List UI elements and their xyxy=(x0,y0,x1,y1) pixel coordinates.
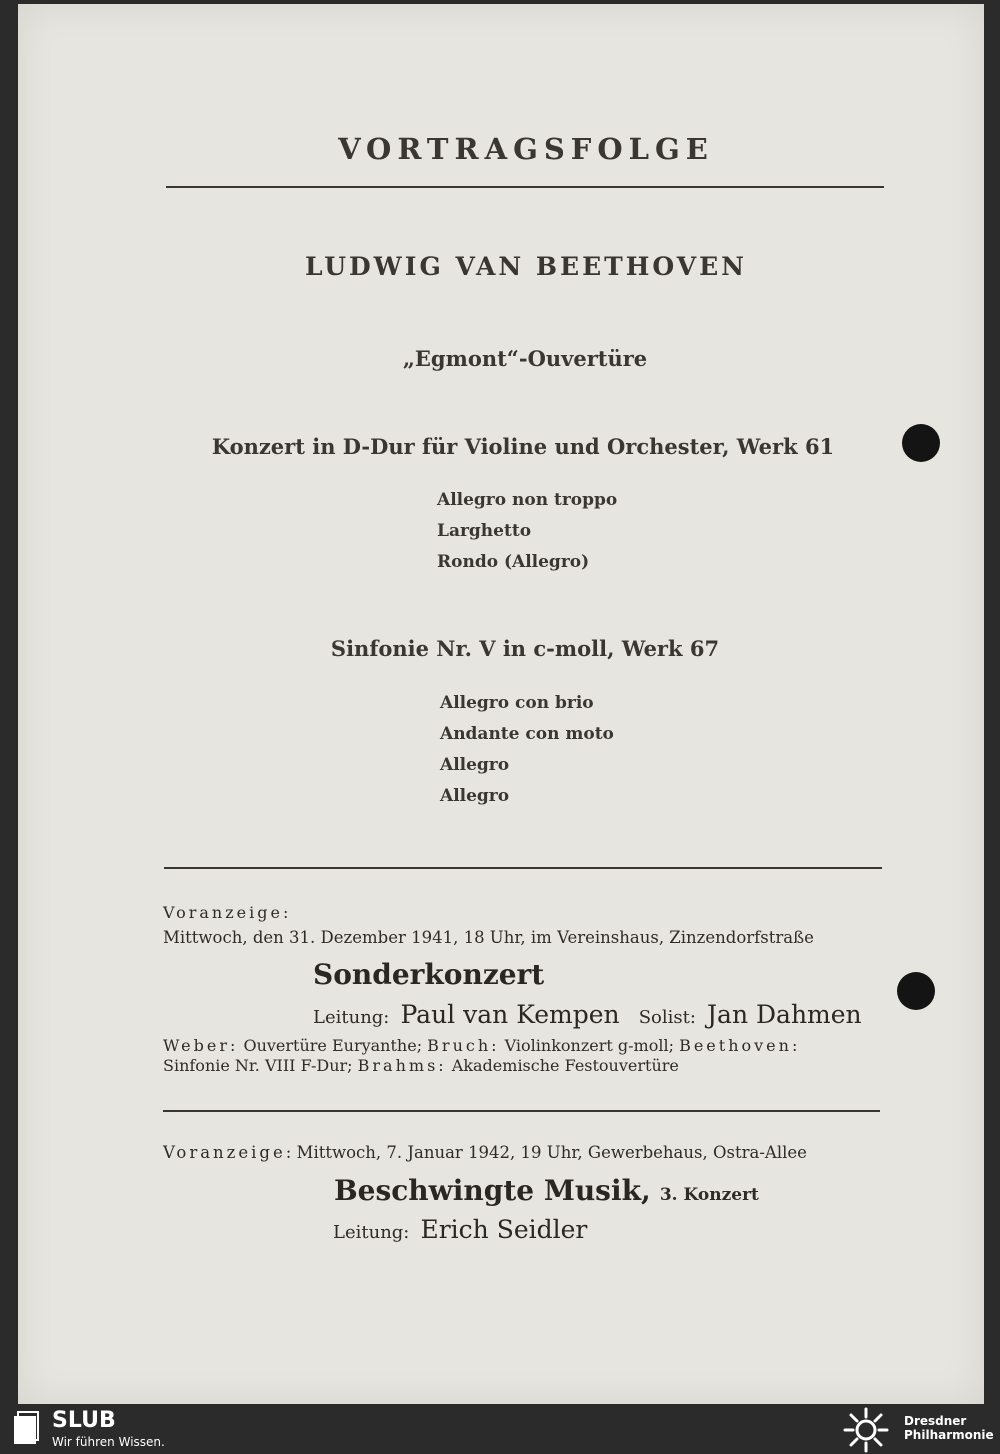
slub-brand: SLUB xyxy=(52,1408,116,1433)
announcement-program-line xyxy=(163,1036,800,1055)
title-rule xyxy=(166,186,884,188)
announcement-event: Beschwingte Musik, xyxy=(334,1174,651,1207)
movement: Allegro xyxy=(440,755,510,775)
program-composer: Beethoven: xyxy=(679,1036,801,1055)
conductor-name: Erich Seidler xyxy=(420,1215,588,1244)
announcement-program-line xyxy=(163,1056,679,1075)
program-title: VORTRAGSFOLGE xyxy=(338,132,714,166)
slub-tagline: Wir führen Wissen. xyxy=(52,1435,165,1449)
announcement-performers xyxy=(313,1000,862,1029)
conductor-label: Leitung: xyxy=(313,1007,390,1028)
program-work: Ouvertüre Euryanthe; xyxy=(243,1036,423,1055)
announcement-label: Voranzeige: xyxy=(163,903,292,922)
soloist-name: Jan Dahmen xyxy=(707,1000,862,1029)
work-title: „Egmont“-Ouvertüre xyxy=(402,346,648,371)
footer-bar xyxy=(0,1404,1000,1454)
movement: Allegro con brio xyxy=(440,693,594,713)
movement: Larghetto xyxy=(437,521,532,541)
announcement-line xyxy=(163,1143,807,1162)
section-rule xyxy=(163,1110,880,1112)
announcement-event-line xyxy=(334,1174,759,1207)
slub-logo-icon xyxy=(12,1410,40,1446)
philharmonie-logo-icon xyxy=(840,1406,892,1454)
work-title: Sinfonie Nr. V in c-moll, Werk 67 xyxy=(330,636,720,661)
program-work: Akademische Festouvertüre xyxy=(451,1056,679,1075)
work-title: Konzert in D-Dur für Violine und Orchester, Werk 61 xyxy=(211,434,835,459)
movement: Rondo (Allegro) xyxy=(437,552,590,572)
punch-hole xyxy=(902,424,940,462)
movement: Allegro non troppo xyxy=(437,490,618,510)
movement: Allegro xyxy=(440,786,510,806)
program-composer: Brahms: xyxy=(357,1056,447,1075)
program-composer: Weber: xyxy=(163,1036,239,1055)
conductor-name: Paul van Kempen xyxy=(400,1000,620,1029)
movement: Andante con moto xyxy=(440,724,614,744)
program-work: Sinfonie Nr. VIII F-Dur; xyxy=(163,1056,353,1075)
composer-name: LUDWIG VAN BEETHOVEN xyxy=(304,252,748,281)
philharmonie-brand xyxy=(904,1414,994,1442)
philharmonie-brand-line: Dresdner xyxy=(904,1414,967,1428)
philharmonie-brand-line: Philharmonie xyxy=(904,1428,994,1442)
conductor-label: Leitung: xyxy=(333,1222,410,1243)
announcement-event: Sonderkonzert xyxy=(313,958,545,991)
announcement-conductor-line xyxy=(333,1215,587,1244)
soloist-label: Solist: xyxy=(638,1007,696,1028)
program-work: Violinkonzert g-moll; xyxy=(504,1036,674,1055)
program-composer: Bruch: xyxy=(427,1036,500,1055)
announcement-date-venue: Mittwoch, den 31. Dezember 1941, 18 Uhr, im Vereinshaus, Zinzendorfstraße xyxy=(163,928,814,947)
punch-hole xyxy=(897,972,935,1010)
announcement-label: Voranzeige xyxy=(163,1143,286,1162)
announcement-date-venue: : Mittwoch, 7. Januar 1942, 19 Uhr, Gewerbehaus, Ostra-Allee xyxy=(285,1143,807,1162)
concert-number: 3. Konzert xyxy=(659,1185,759,1205)
section-rule xyxy=(164,867,882,869)
